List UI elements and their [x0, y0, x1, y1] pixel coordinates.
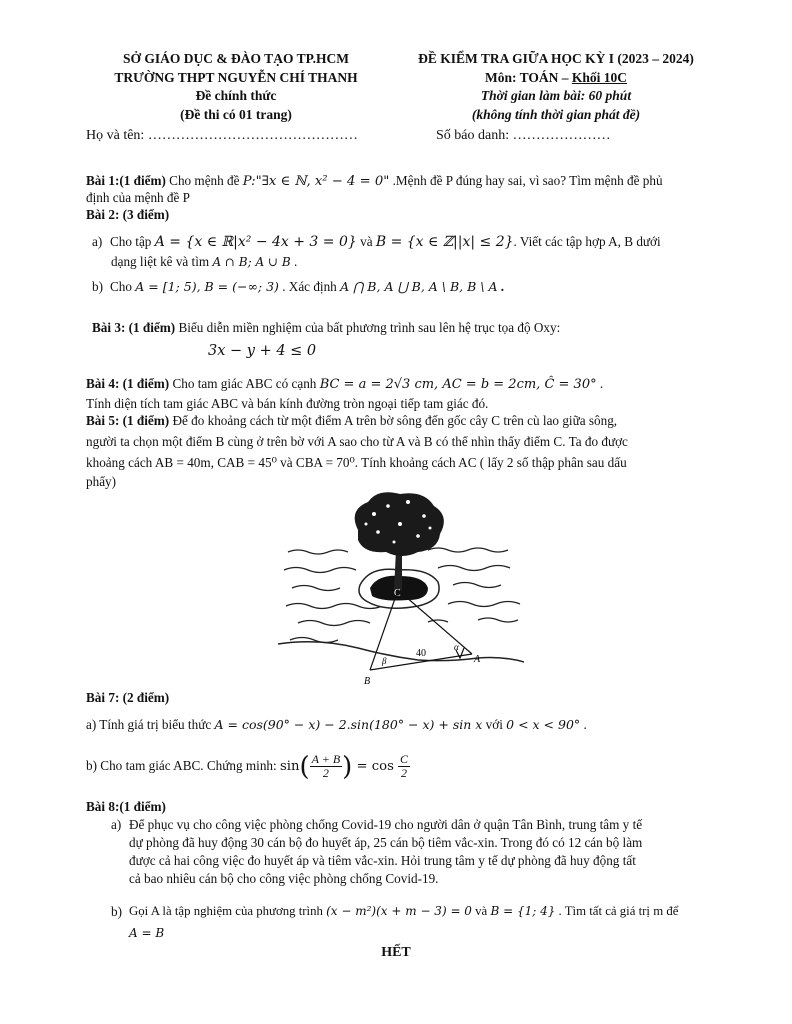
bai1-line2: định của mệnh đề P	[86, 190, 191, 205]
department-name: SỞ GIÁO DỤC & ĐÀO TẠO TP.HCM	[123, 51, 349, 66]
bai2a-and: và	[356, 234, 376, 249]
bai5-line4: phẩy)	[86, 474, 117, 489]
bai3-title: Bài 3: (1 điểm)	[92, 320, 176, 335]
bai8b-set: B = {1; 4}	[490, 904, 556, 918]
bai7b-fraction-ab	[310, 753, 343, 780]
bai7-title: Bài 7: (2 điểm)	[86, 690, 170, 705]
bai7b-numerator: A + B	[311, 752, 341, 767]
bai2a-end: .	[290, 254, 298, 269]
bai5-line2: người ta chọn một điểm B cùng ở trên bờ với A sao cho từ A và B có thể nhìn thấy điểm C. Ta đo được	[86, 434, 628, 449]
bai4-title: Bài 4: (1 điểm)	[86, 376, 170, 391]
bai8a-label: a)	[111, 817, 122, 832]
header-right	[392, 50, 720, 124]
bai2b-end: .	[497, 279, 505, 294]
school-name: TRƯỜNG THPT NGUYỄN CHÍ THANH	[114, 69, 358, 85]
label-b: B	[364, 676, 371, 686]
bai7b-paren-open: (	[299, 751, 310, 782]
bai2b-label: b)	[92, 279, 103, 294]
bai3-inequality: 3x − y + 4 ≤ 0	[208, 343, 317, 359]
label-alpha: α	[454, 642, 459, 652]
bai7b-paren-close: )	[342, 751, 353, 782]
page-count-label: (Đề thi có 01 trang)	[180, 106, 292, 122]
end-marker: HẾT	[381, 945, 411, 960]
time-note: (không tính thời gian phát đề)	[471, 106, 641, 122]
class-label: Khối 10C	[571, 69, 628, 85]
bai8a-line4: cả bao nhiêu cán bộ cho công việc phòng chống Covid-19.	[129, 871, 439, 886]
bai1-title: Bài 1:(1 điểm)	[86, 173, 166, 188]
label-a: A	[474, 654, 481, 665]
label-beta: β	[382, 656, 387, 666]
bai7b-eq: = cos	[352, 759, 399, 774]
bai2-title: Bài 2: (3 điểm)	[86, 207, 170, 222]
bai2b-text: Cho	[110, 279, 136, 294]
bai8b-text2: . Tìm tất cả giá trị m để	[555, 904, 679, 918]
bai2a-line2	[111, 253, 737, 271]
student-name-field: Họ và tên: ………………………………………	[86, 128, 358, 143]
bai8a-line1: Để phục vụ cho công việc phòng chống Covid-19 cho người dân ở quận Tân Bình, trung tâm y tế	[129, 817, 643, 832]
bai2b-text2: . Xác định	[278, 279, 341, 294]
bai7b-c-denominator: 2	[401, 766, 408, 781]
bai4-text: Cho tam giác ABC có cạnh	[169, 376, 320, 391]
bai5-title: Bài 5: (1 điểm)	[86, 413, 170, 428]
bai1-line1	[86, 172, 712, 190]
bai7b-fraction-c	[398, 753, 410, 780]
bai2a-label: a)	[92, 234, 103, 249]
subject-label: Môn: TOÁN –	[484, 69, 572, 85]
subject-line	[392, 69, 720, 88]
student-id-field: Số báo danh: …………………	[436, 128, 611, 143]
bai7a-expr: A = cos(90° − x) − 2.sin(180° − x) + sin x	[214, 717, 483, 732]
bai7b-c-numerator: C	[400, 752, 409, 767]
river-bank	[278, 642, 524, 662]
exam-title: ĐỀ KIỂM TRA GIỮA HỌC KỲ I (2023 – 2024)	[418, 51, 694, 66]
bai2b-sets: A = [1; 5), B = (−∞; 3)	[135, 279, 279, 294]
bai4-line2: Tính diện tích tam giác ABC và bán kính đường tròn ngoại tiếp tam giác đó.	[86, 396, 489, 411]
bai7b-denominator: 2	[322, 766, 329, 781]
header-left	[86, 50, 386, 124]
bai8-title: Bài 8:(1 điểm)	[86, 799, 166, 814]
bai2a-setA: A = {x ∈ ℝ|x² − 4x + 3 = 0}	[154, 234, 357, 250]
bai7a-cond: 0 < x < 90°	[506, 717, 581, 732]
bai7a-end: .	[580, 717, 587, 732]
bai8b-label: b)	[111, 904, 122, 919]
bai2a-text: Cho tập	[110, 234, 155, 249]
river-tree-figure	[278, 490, 524, 686]
bai2b-ops: A ⋂ B, A ⋃ B, A \ B, B \ A	[340, 279, 498, 294]
bai4-end: .	[596, 376, 604, 391]
official-label: Đề chính thức	[195, 88, 277, 103]
bai1-formula: P:"∃x ∈ ℕ, x² − 4 = 0"	[242, 174, 390, 189]
bai7b-line	[86, 748, 712, 784]
bai2a-text3: dạng liệt kê và tìm	[111, 254, 213, 269]
bai4-formula: BC = a = 2√3 cm, AC = b = 2cm, Ĉ = 30°	[319, 377, 597, 392]
label-c: C	[394, 588, 401, 599]
bai1-text2: .Mệnh đề P đúng hay sai, vì sao? Tìm mệnh đề phủ	[389, 173, 663, 188]
bai1-text: Cho mệnh đề	[165, 173, 243, 188]
bai8b-line2: A = B	[129, 926, 165, 940]
bai2a-line1	[92, 233, 718, 250]
bai7a-text: a) Tính giá trị biểu thức	[86, 717, 215, 732]
student-info-row	[86, 127, 712, 144]
bai3-text: Biểu diễn miền nghiệm của bất phương trình sau lên hệ trục tọa độ Oxy:	[175, 320, 561, 335]
bai4-line1	[86, 375, 712, 393]
bai3-line	[92, 319, 718, 336]
bai2a-setB: B = {x ∈ ℤ||x| ≤ 2}	[375, 234, 514, 250]
bai8a-line3: được cả hai công việc đo huyết áp và tiêm vắc-xin. Hỏi trung tâm y tế dự phòng đã huy động tất	[129, 853, 636, 868]
bai7a-line	[86, 716, 712, 733]
bai5-text1: Để đo khoảng cách từ một điểm A trên bờ sông đến gốc cây C trên cù lao giữa sông,	[169, 413, 618, 428]
bai2b-line	[92, 278, 718, 295]
bai7a-with: với	[482, 717, 507, 732]
bai8b-and: và	[471, 904, 491, 918]
time-limit: Thời gian làm bài: 60 phút	[480, 88, 632, 103]
bai8b-line1	[129, 903, 755, 920]
bai7b-sin: sin	[279, 759, 300, 774]
bai8a-line2: dự phòng đã huy động 30 cán bộ đo huyết áp, 25 cán bộ tiêm vắc-xin. Trong đó có 12 cán bộ làm	[129, 835, 643, 850]
bai2a-text2: . Viết các tập hợp A, B dưới	[513, 234, 661, 249]
bai8b-equation: (x − m²)(x + m − 3) = 0	[326, 904, 472, 918]
label-distance: 40	[416, 648, 426, 659]
bai2a-ops: A ∩ B; A ∪ B	[212, 255, 291, 269]
bai7b-text: b) Cho tam giác ABC. Chứng minh:	[86, 758, 280, 773]
bai5-line3: khoảng cách AB = 40m, CAB = 45⁰ và CBA = 70⁰. Tính khoảng cách AC ( lấy 2 số thập phân sau dấu	[86, 455, 627, 470]
bai8b-text: Gọi A là tập nghiệm của phương trình	[129, 904, 327, 918]
bai5-line1	[86, 412, 712, 429]
